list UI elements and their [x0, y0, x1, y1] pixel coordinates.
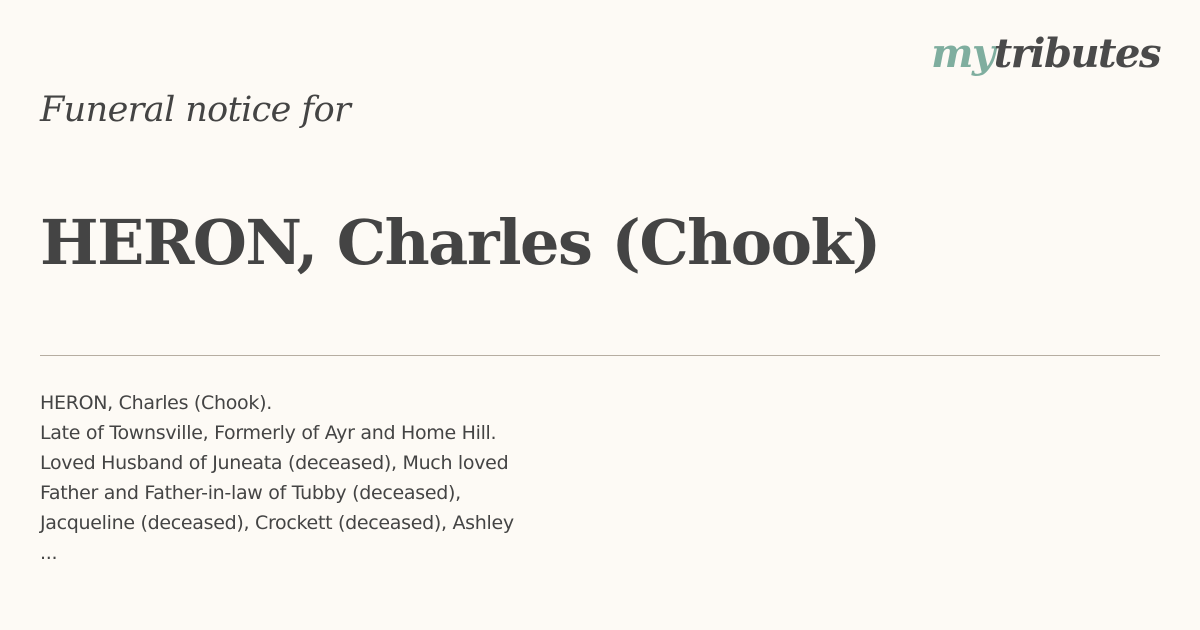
notice-ellipsis: ... [40, 542, 58, 564]
notice-line: Father and Father-in-law of Tubby (deceased), [40, 482, 461, 504]
notice-line: HERON, Charles (Chook). [40, 392, 272, 414]
funeral-notice-label: Funeral notice for [40, 90, 351, 130]
notice-line: Jacqueline (deceased), Crockett (deceased), Ashley [40, 512, 514, 534]
logo-tributes-text: tributes [993, 30, 1160, 77]
notice-line: Loved Husband of Juneata (deceased), Much loved [40, 452, 509, 474]
notice-line: Late of Townsville, Formerly of Ayr and Home Hill. [40, 422, 497, 444]
deceased-name-heading: HERON, Charles (Chook) [40, 206, 880, 279]
section-divider [40, 355, 1160, 356]
logo-my-text: my [931, 30, 994, 77]
notice-excerpt [40, 388, 660, 568]
mytributes-logo[interactable] [931, 30, 1160, 77]
